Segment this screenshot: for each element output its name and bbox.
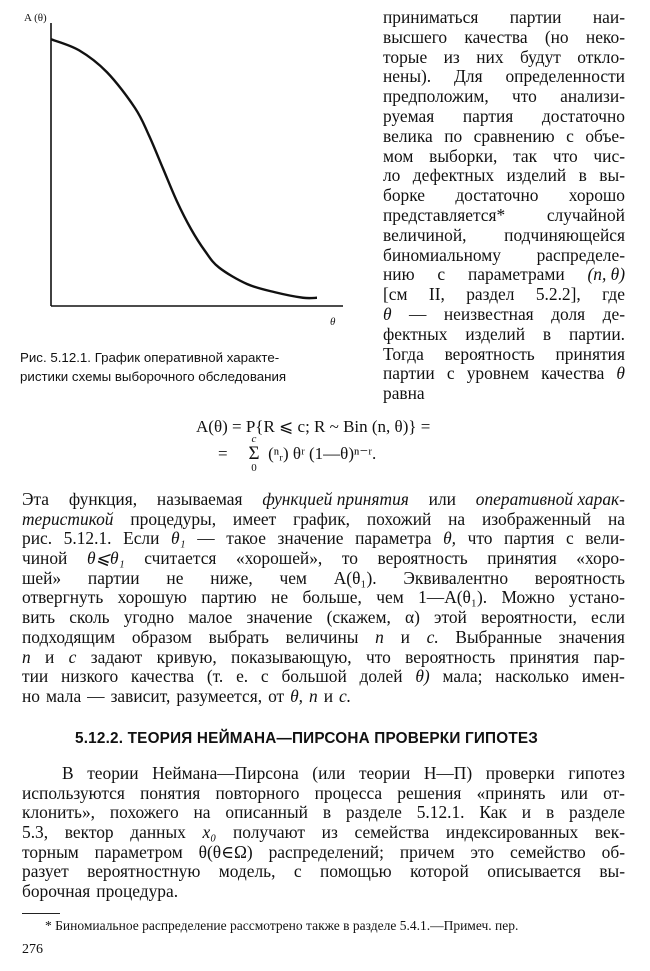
word: то [341, 548, 358, 569]
word: что [467, 528, 493, 549]
word: уровнем [466, 363, 530, 384]
word: гипотез [568, 763, 625, 783]
word: хорошую [117, 587, 187, 608]
word: параметра [355, 528, 432, 549]
footnote-rule [22, 913, 60, 914]
word: изделий [465, 323, 526, 344]
word: θ, [290, 685, 304, 706]
chart-marks [51, 39, 317, 298]
word: похожего [109, 802, 179, 823]
word: которой [410, 861, 469, 882]
word: процесса [314, 782, 383, 803]
word: от [268, 685, 285, 706]
paragraph-acceptance-function [22, 490, 625, 707]
word: рис. [22, 528, 53, 549]
text-line [22, 784, 625, 804]
word: что [512, 86, 537, 107]
word: изображенный [481, 508, 592, 529]
word: «принять [476, 782, 546, 803]
word: высшего [383, 26, 448, 47]
word: вероятностную [87, 861, 201, 882]
text-line [383, 8, 625, 28]
word: n [375, 626, 384, 647]
word: θ₁ [171, 528, 186, 549]
word: неко- [585, 26, 625, 47]
word: борке [383, 185, 425, 206]
section-heading: 5.12.2. ТЕОРИЯ НЕЙМАНА—ПИРСОНА ПРОВЕРКИ ГИПОТЕЗ [75, 730, 539, 747]
word: в [578, 165, 587, 186]
word: устано- [569, 587, 625, 608]
word: хорошо [568, 185, 625, 206]
word: значение [246, 607, 313, 628]
word: разумеется, [176, 685, 263, 706]
word: объе- [585, 125, 625, 146]
series-line-A(θ) [51, 39, 317, 298]
word: об- [601, 841, 625, 862]
word: неизвестная [443, 303, 534, 324]
word: индексированных [445, 822, 579, 843]
word: «хоро- [576, 548, 625, 569]
word: шей» [22, 567, 62, 588]
word: них [476, 46, 504, 67]
word: и [45, 646, 55, 667]
word: похожий [366, 508, 432, 529]
word: вероятность [377, 548, 468, 569]
word: Эта [22, 489, 50, 509]
word: из [443, 46, 460, 67]
word: партии [383, 363, 435, 384]
word: θ, [443, 528, 456, 549]
word: вероятность [405, 646, 496, 667]
right-column-text [383, 8, 625, 404]
word: вы- [599, 861, 625, 882]
word: — [197, 528, 215, 549]
word: на [193, 802, 211, 823]
word: функцией принятия [262, 489, 409, 509]
word: мала [46, 685, 82, 706]
word: это [470, 841, 495, 862]
word: партия [462, 105, 514, 126]
word: помощью [319, 861, 392, 882]
text-line [22, 803, 625, 823]
word: (но [544, 26, 569, 47]
word: c. [339, 685, 352, 706]
caption-line: Рис. 5.12.1. График оперативной характе- [20, 350, 280, 365]
word: параметрами [467, 264, 565, 285]
word: Для [454, 66, 483, 87]
word: если [591, 607, 625, 628]
word: c. [426, 626, 439, 647]
word: чиной [22, 548, 68, 569]
word: значения [558, 626, 625, 647]
word: вероятность [444, 343, 535, 364]
x-axis-label: θ [330, 316, 336, 328]
word: раздел [466, 284, 515, 305]
word: кривую, [156, 646, 217, 667]
word: образом [131, 626, 192, 647]
word: (или [312, 763, 346, 783]
word: в [545, 802, 555, 823]
word: что [552, 145, 578, 166]
word: В [62, 763, 74, 783]
word: 5.12.1. [416, 802, 465, 823]
word: разделе [345, 802, 402, 823]
word: Выбранные [455, 626, 542, 647]
text-line [383, 107, 625, 127]
word: доля [551, 303, 586, 324]
word: ниже, [210, 567, 253, 588]
text-line [383, 87, 625, 107]
word: партии. [568, 323, 625, 344]
word: n [309, 685, 318, 706]
text-line [383, 325, 625, 345]
word: приниматься [383, 7, 479, 27]
word: считается [144, 548, 217, 569]
word: в [542, 323, 552, 344]
word: с [566, 125, 574, 146]
word: 5.2.2], [535, 284, 581, 305]
word: с [260, 666, 269, 687]
word: пар- [593, 646, 625, 667]
word: случайной [546, 204, 625, 225]
word: не [271, 587, 289, 608]
word: показывающую, [231, 646, 352, 667]
word: нены). [383, 66, 432, 87]
word: наи- [592, 7, 625, 27]
word: не [166, 567, 184, 588]
word: определенности [505, 66, 625, 87]
word: A(θ₁). [333, 567, 377, 588]
word: насколько [495, 666, 569, 687]
word: θ [383, 303, 392, 324]
word: принятия [509, 646, 580, 667]
text-line [383, 226, 625, 246]
text-line [22, 549, 625, 569]
word: с [565, 528, 574, 549]
word: тии [22, 666, 49, 687]
word: и [323, 685, 334, 706]
word: качества [464, 26, 528, 47]
sum-lower-limit: 0 [251, 462, 257, 474]
text-line [383, 305, 625, 325]
text-line [22, 569, 625, 589]
word: чем [279, 567, 307, 588]
word: выборки, [429, 145, 498, 166]
word: выбрать [208, 626, 269, 647]
word: изделий [506, 165, 567, 186]
word: величиной, [383, 224, 467, 245]
word: зависит, [110, 685, 171, 706]
word: подходящим [22, 626, 116, 647]
text-line [383, 166, 625, 186]
word: n [22, 646, 31, 667]
word: описанный [225, 802, 308, 823]
word: и [521, 802, 532, 823]
text-line [22, 882, 625, 902]
text-line [383, 48, 625, 68]
word: распределений; [268, 841, 384, 862]
word: Эквивалентно [403, 567, 509, 588]
word: мала; [442, 666, 483, 687]
word: причем [399, 841, 455, 862]
text-line [22, 628, 625, 648]
word: подчиняющейся [504, 224, 625, 245]
word: и [400, 626, 410, 647]
text-line [383, 127, 625, 147]
word: процедура. [96, 881, 179, 902]
word: велика [383, 125, 433, 146]
word: большой [281, 666, 347, 687]
word: теристикой [22, 508, 114, 529]
word: семейства [354, 822, 430, 843]
word: Можно [501, 587, 555, 608]
word: чем [376, 587, 404, 608]
text-line [383, 67, 625, 87]
word: из [321, 822, 338, 843]
word: проверки [485, 763, 555, 783]
word: вероятность [534, 567, 625, 588]
word: II, [428, 284, 445, 305]
word: θ) [415, 666, 430, 687]
word: описывается [487, 861, 581, 882]
word: θ⩽θ₁ [86, 548, 125, 569]
word: предположим, [383, 86, 489, 107]
word: задают [90, 646, 143, 667]
word: «хорошей», [235, 548, 323, 569]
word: — [87, 685, 105, 706]
word: биномиальному [383, 244, 501, 265]
word: данных [130, 822, 186, 843]
word: откло- [577, 46, 625, 67]
word: [см [383, 284, 408, 305]
word: в [322, 802, 332, 823]
word: вели- [585, 528, 625, 549]
word: теории [358, 763, 411, 783]
text-line [383, 345, 625, 365]
word: (n, θ) [587, 264, 625, 285]
word: угодно [123, 607, 175, 628]
formula-eq: = [218, 444, 228, 463]
word: качества [130, 666, 195, 687]
text-line [22, 687, 625, 707]
word: имен- [581, 666, 625, 687]
word: достаточно [455, 185, 539, 206]
word: будут [519, 46, 561, 67]
word: с [293, 861, 302, 882]
figure-caption [20, 348, 365, 386]
word: клонить», [22, 802, 96, 823]
word: достаточно [541, 105, 625, 126]
text-line [383, 265, 625, 285]
word: имеет [232, 508, 277, 529]
word: вектор [64, 822, 114, 843]
word: разделе [569, 802, 625, 823]
word: процедуры, [130, 508, 217, 529]
y-axis-label: A (θ) [24, 12, 47, 24]
word: оперативной харак- [475, 489, 625, 509]
word: по [444, 125, 463, 146]
word: равна [383, 383, 425, 404]
word: низкого [61, 666, 119, 687]
word: α) [405, 607, 420, 628]
operating-characteristic-chart [20, 10, 365, 340]
word: где [602, 284, 625, 305]
text-line [22, 648, 625, 668]
word: решения [397, 782, 462, 803]
word: фектных [383, 323, 448, 344]
word: (т. [206, 666, 224, 687]
word: или [560, 782, 588, 803]
word: представляется* [383, 204, 506, 225]
word: 5.3, [22, 822, 49, 843]
text-line [22, 843, 625, 863]
word: вы- [599, 165, 625, 186]
word: θ(θ∈Ω) [198, 841, 253, 862]
formula-line-1: A(θ) = P{R ⩽ c; R ~ Bin (n, θ)} = [196, 417, 431, 436]
word: вить [22, 607, 56, 628]
word: так [513, 145, 538, 166]
text-line [383, 384, 625, 404]
word: качества [541, 363, 605, 384]
word: век- [594, 822, 625, 843]
word: больше, [302, 587, 362, 608]
text-line [383, 206, 625, 226]
word: 5.12.1. [63, 528, 112, 549]
word: c [68, 646, 77, 667]
caption-line: ристики схемы выборочного обследования [20, 369, 287, 384]
text-line [22, 529, 625, 549]
chart-axes [51, 23, 343, 306]
word: распределе- [536, 244, 625, 265]
word: с [437, 264, 446, 285]
word: величины [285, 626, 359, 647]
sum-sigma: Σ [248, 443, 260, 464]
word: руемая [383, 105, 435, 126]
word: торным [22, 841, 79, 862]
word: — [409, 303, 427, 324]
word: понятия [140, 782, 201, 803]
word: партии [509, 7, 562, 27]
text-line [383, 285, 625, 305]
word: Н—П) [423, 763, 473, 783]
word: параметром [94, 841, 183, 862]
word: партию [201, 587, 257, 608]
word: Если [123, 528, 160, 549]
word: де- [602, 303, 625, 324]
text-line [383, 186, 625, 206]
word: долей [359, 666, 403, 687]
text-line [383, 246, 625, 266]
footnote: * Биномиальное распределение рассмотрено также в разделе 5.4.1.—Примеч. пер. [45, 918, 519, 933]
word: нию [383, 264, 415, 285]
formula-sum [239, 434, 269, 474]
word: отвергнуть [22, 587, 104, 608]
text-line [383, 147, 625, 167]
word: или [428, 489, 456, 509]
text-line [22, 490, 625, 510]
word: малое [188, 607, 233, 628]
word: график, [293, 508, 350, 529]
word: θ [616, 363, 625, 384]
word: получают [232, 822, 305, 843]
word: от- [603, 782, 625, 803]
word: Как [479, 802, 507, 823]
word: что [365, 646, 391, 667]
word: е. [236, 666, 249, 687]
sum-upper-limit: c [251, 433, 257, 445]
text-line [22, 608, 625, 628]
word: с [446, 363, 455, 384]
word: вероятности, [481, 607, 577, 628]
word: значение [277, 528, 344, 549]
word: теории [87, 763, 139, 783]
word: такое [226, 528, 266, 549]
word: дефектных [412, 165, 495, 186]
word: Тогда [383, 343, 424, 364]
word: 1—A(θ₁). [418, 587, 488, 608]
text-line [22, 588, 625, 608]
formula-rest: (ⁿᵣ) θʳ (1—θ)ⁿ⁻ʳ. [268, 444, 377, 463]
word: сколь [69, 607, 110, 628]
word: модель, [218, 861, 276, 882]
word: анализи- [560, 86, 625, 107]
text-line [22, 764, 625, 784]
page-number: 276 [22, 942, 43, 957]
word: партия [503, 528, 555, 549]
text-line [22, 862, 625, 882]
word: называемая [156, 489, 243, 509]
word: на [607, 508, 625, 529]
text-line [22, 510, 625, 530]
word: x₀ [202, 822, 217, 843]
word: торые [383, 46, 428, 67]
word: но [22, 685, 41, 706]
paragraph-neyman-pearson [22, 764, 625, 902]
word: этой [434, 607, 467, 628]
text-line [383, 28, 625, 48]
word: мом [383, 145, 414, 166]
word: принятия [555, 343, 625, 364]
word: семейство [509, 841, 586, 862]
text-line [383, 364, 625, 384]
word: на [448, 508, 466, 529]
word: ло [383, 165, 401, 186]
word: сравнению [473, 125, 555, 146]
word: повторного [215, 782, 300, 803]
word: разует [22, 861, 69, 882]
text-line [22, 823, 625, 843]
word: функция, [68, 489, 138, 509]
word: борочная [22, 881, 91, 902]
text-line [22, 667, 625, 687]
word: Неймана—Пирсона [152, 763, 299, 783]
figure [20, 10, 365, 384]
word: чис- [593, 145, 625, 166]
word: используются [22, 782, 125, 803]
word: партии [87, 567, 140, 588]
word: принятия [487, 548, 557, 569]
word: (скажем, [326, 607, 391, 628]
